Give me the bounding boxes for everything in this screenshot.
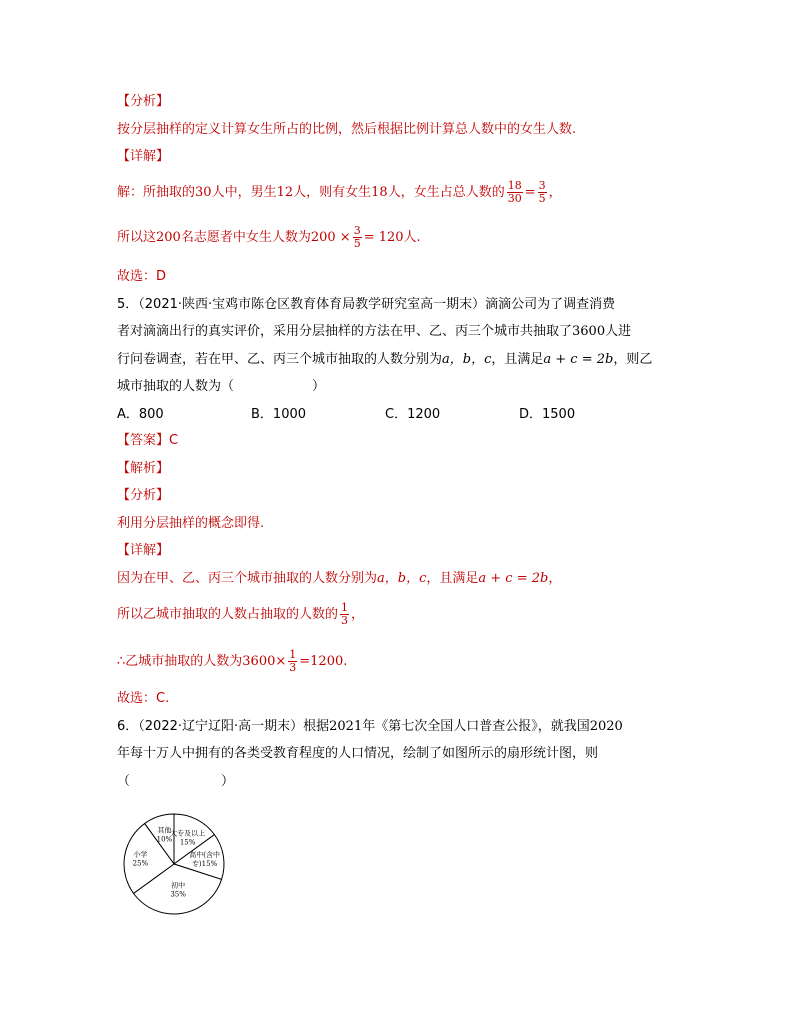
- q4-analysis-tag: 【分析】: [117, 94, 170, 109]
- option-c[interactable]: C．1200: [385, 407, 441, 422]
- q4-sol1-text: 人中，男生: [211, 185, 277, 200]
- pie-label-primary: 小学: [133, 850, 148, 859]
- pie-label-other: 其他: [157, 826, 172, 835]
- q5-stem-line-3: 行问卷调查，若在甲、乙、丙三个城市抽取的人数分别为a，b，c，且满足a + c = 2b，则乙: [117, 352, 653, 367]
- pie-label-junior-high: 35%: [170, 890, 186, 899]
- q5-detail-line-3: ∴乙城市抽取的人数为3600× $\frac{1}{3}$ =1200.: [117, 648, 348, 674]
- pie-label-other: 10%: [156, 835, 173, 844]
- option-a[interactable]: A．800: [117, 407, 164, 422]
- q6-stem-line-2: 年每十万人中拥有的各类受教育程度的人口情况，绘制了如图所示的扇形统计图，则: [117, 746, 599, 761]
- q6-stem-line-3: （ ）: [117, 774, 235, 789]
- q5-options: [117, 406, 677, 424]
- pie-label-high-school: 高中(含中: [189, 851, 220, 860]
- q5-analysis-tag: 【分析】: [117, 488, 170, 503]
- pie-label-college: 大专及以上: [170, 829, 206, 838]
- q5-fraction-1-3-b: $\frac{1}{3}$: [289, 648, 297, 674]
- q4-sol1-number: 12: [276, 185, 294, 200]
- q4-analysis-text: 按分层抽样的定义计算女生所占的比例，然后根据比例计算总人数中的女生人数.: [117, 122, 577, 137]
- q5-stem-line-1: 5．（2021·陕西·宝鸡市陈仓区教育体育局教学研究室高一期末）滴滴公司为了调查消费: [117, 297, 616, 312]
- q4-detail-tag: 【详解】: [117, 149, 170, 164]
- pie-chart: [114, 811, 234, 917]
- q5-fraction-1-3: $\frac{1}{3}$: [341, 601, 349, 627]
- q5-detail-line-2: 所以乙城市抽取的人数占抽取的人数的 $\frac{1}{3}$ ，: [117, 601, 365, 627]
- q4-sol1-text: 人，则有女生: [293, 185, 372, 200]
- q4-expression: 200 ×: [310, 230, 351, 245]
- option-b[interactable]: B．1000: [251, 407, 307, 422]
- q4-sol1-number: 30: [195, 185, 212, 200]
- pie-label-primary: 25%: [132, 859, 149, 868]
- q6-stem-line-1: 6．（2022·辽宁辽阳·高一期末）根据2021年《第七次全国人口普查公报》，就我国2020: [117, 719, 623, 734]
- q4-expression-result: = 120: [363, 230, 404, 245]
- pie-label-high-school: 专)15%: [191, 860, 218, 869]
- q4-choice: 故选：D: [117, 269, 167, 284]
- q4-fraction-3-5: $\frac{3}{5}$: [538, 179, 546, 205]
- option-d[interactable]: D．1500: [519, 407, 576, 422]
- q5-detail-tag: 【详解】: [117, 543, 170, 558]
- q4-sol1-text: 人，女生占总人数的: [387, 185, 505, 200]
- pie-label-college: 15%: [179, 838, 196, 847]
- q5-answer: 【答案】C: [117, 433, 179, 448]
- q5-explain-tag: 【解析】: [117, 461, 170, 476]
- q5-stem-line-2: 者对滴滴出行的真实评价，采用分层抽样的方法在甲、乙、丙三个城市共抽取了3600人进: [117, 324, 632, 339]
- q4-fraction-3-5-b: $\frac{3}{5}$: [353, 224, 361, 250]
- q4-solution-line-2: 所以这200名志愿者中女生人数为200 × $\frac{3}{5}$ = 120人.: [117, 224, 421, 250]
- q5-stem-line-4: 城市抽取的人数为（ ）: [117, 379, 326, 394]
- q5-detail-line-1: 因为在甲、乙、丙三个城市抽取的人数分别为a，b，c，且满足a + c = 2b，: [117, 571, 562, 586]
- pie-label-junior-high: 初中: [171, 881, 186, 890]
- q4-sol1-text: 解：所抽取的: [117, 185, 196, 200]
- q4-fraction-18-30: $\frac{18}{30}$: [507, 179, 522, 205]
- equals-sign: =: [524, 185, 536, 200]
- q5-choice: 故选：C.: [117, 691, 170, 706]
- q4-sol1-number: 18: [371, 185, 388, 200]
- q4-solution-line-1: 解：所抽取的30人中，男生12人，则有女生18人，女生占总人数的 $\frac{18}{30}$ = $\frac{3}{5}$ ，: [117, 179, 562, 205]
- q5-analysis-text: 利用分层抽样的概念即得.: [117, 516, 265, 531]
